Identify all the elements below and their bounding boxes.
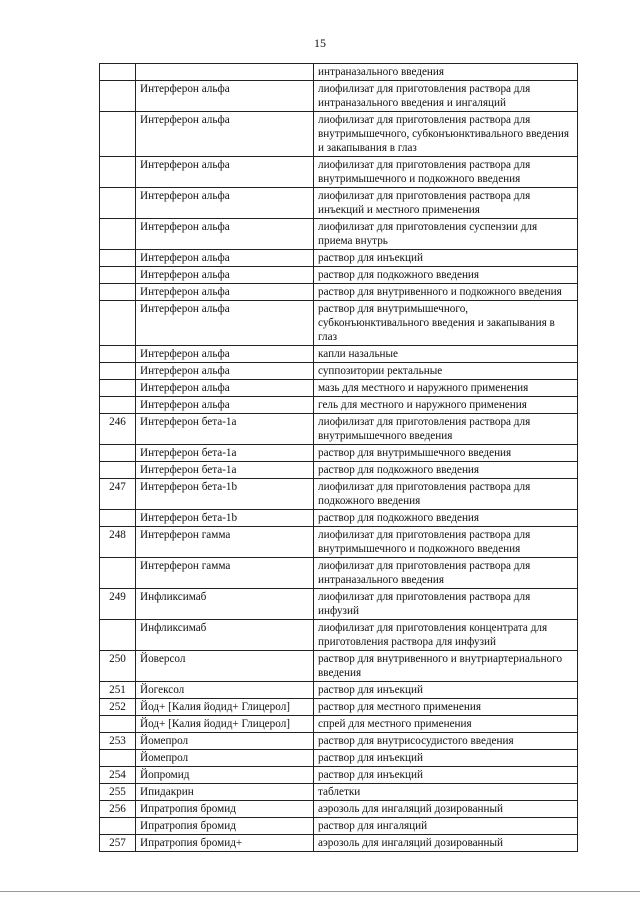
dosage-form: суппозитории ректальные xyxy=(314,363,578,380)
table-row xyxy=(100,81,578,112)
dosage-form: лиофилизат для приготовления раствора для внутримышечного введения xyxy=(314,414,578,445)
drug-name: Йоверсол xyxy=(136,651,314,682)
dosage-form: раствор для внутрисосудистого введения xyxy=(314,733,578,750)
table-row xyxy=(100,414,578,445)
table-row xyxy=(100,112,578,157)
table-row xyxy=(100,445,578,462)
table-row xyxy=(100,346,578,363)
row-number xyxy=(100,716,136,733)
drug-name: Йопромид xyxy=(136,767,314,784)
dosage-form: раствор для подкожного введения xyxy=(314,510,578,527)
dosage-form: раствор для внутривенного и подкожного введения xyxy=(314,284,578,301)
table-row xyxy=(100,767,578,784)
table-row xyxy=(100,479,578,510)
dosage-form: раствор для внутривенного и внутриартериального введения xyxy=(314,651,578,682)
table-row xyxy=(100,527,578,558)
table-row xyxy=(100,363,578,380)
drug-name xyxy=(136,64,314,81)
dosage-form: лиофилизат для приготовления раствора для интраназального введения и ингаляций xyxy=(314,81,578,112)
dosage-form: раствор для подкожного введения xyxy=(314,267,578,284)
drug-table xyxy=(99,63,578,852)
drug-name: Интерферон альфа xyxy=(136,397,314,414)
drug-name: Интерферон альфа xyxy=(136,157,314,188)
row-number xyxy=(100,750,136,767)
dosage-form: аэрозоль для ингаляций дозированный xyxy=(314,801,578,818)
drug-name: Интерферон альфа xyxy=(136,301,314,346)
row-number xyxy=(100,284,136,301)
table-row xyxy=(100,750,578,767)
dosage-form: лиофилизат для приготовления концентрата для приготовления раствора для инфузий xyxy=(314,620,578,651)
row-number: 253 xyxy=(100,733,136,750)
dosage-form: лиофилизат для приготовления раствора для внутримышечного и подкожного введения xyxy=(314,157,578,188)
drug-name: Интерферон бета-1b xyxy=(136,510,314,527)
dosage-form: раствор для ингаляций xyxy=(314,818,578,835)
row-number xyxy=(100,188,136,219)
drug-name: Ипратропия бромид xyxy=(136,818,314,835)
row-number: 252 xyxy=(100,699,136,716)
drug-name: Интерферон альфа xyxy=(136,284,314,301)
dosage-form: лиофилизат для приготовления суспензии для приема внутрь xyxy=(314,219,578,250)
row-number: 256 xyxy=(100,801,136,818)
dosage-form: раствор для подкожного введения xyxy=(314,462,578,479)
table-row xyxy=(100,558,578,589)
row-number: 249 xyxy=(100,589,136,620)
drug-name: Интерферон альфа xyxy=(136,219,314,250)
row-number xyxy=(100,301,136,346)
table-row xyxy=(100,397,578,414)
dosage-form: раствор для инъекций xyxy=(314,250,578,267)
table-row xyxy=(100,380,578,397)
dosage-form: гель для местного и наружного применения xyxy=(314,397,578,414)
table-row xyxy=(100,784,578,801)
table-row xyxy=(100,188,578,219)
drug-name: Инфликсимаб xyxy=(136,620,314,651)
drug-name: Интерферон бета-1b xyxy=(136,479,314,510)
row-number xyxy=(100,267,136,284)
table-row xyxy=(100,682,578,699)
row-number: 246 xyxy=(100,414,136,445)
table-row xyxy=(100,733,578,750)
dosage-form: раствор для инъекций xyxy=(314,682,578,699)
drug-name: Интерферон альфа xyxy=(136,188,314,219)
drug-name: Йомепрол xyxy=(136,733,314,750)
table-row xyxy=(100,284,578,301)
row-number: 248 xyxy=(100,527,136,558)
row-number: 257 xyxy=(100,835,136,852)
dosage-form: раствор для инъекций xyxy=(314,750,578,767)
table-row xyxy=(100,620,578,651)
drug-name: Интерферон гамма xyxy=(136,527,314,558)
row-number xyxy=(100,462,136,479)
dosage-form: интраназального введения xyxy=(314,64,578,81)
drug-name: Интерферон альфа xyxy=(136,267,314,284)
drug-name: Интерферон бета-1а xyxy=(136,462,314,479)
drug-name: Йомепрол xyxy=(136,750,314,767)
row-number xyxy=(100,81,136,112)
row-number xyxy=(100,510,136,527)
dosage-form: капли назальные xyxy=(314,346,578,363)
dosage-form: раствор для местного применения xyxy=(314,699,578,716)
page-number: 15 xyxy=(314,36,326,50)
drug-name: Интерферон бета-1а xyxy=(136,445,314,462)
drug-name: Интерферон альфа xyxy=(136,250,314,267)
table-row xyxy=(100,801,578,818)
dosage-form: лиофилизат для приготовления раствора для инъекций и местного применения xyxy=(314,188,578,219)
row-number: 255 xyxy=(100,784,136,801)
row-number xyxy=(100,445,136,462)
dosage-form: раствор для внутримышечного, субконъюнктивального введения и закапывания в глаз xyxy=(314,301,578,346)
drug-name: Ипратропия бромид xyxy=(136,801,314,818)
table-row xyxy=(100,64,578,81)
row-number xyxy=(100,363,136,380)
table-body xyxy=(100,64,578,852)
dosage-form: лиофилизат для приготовления раствора для интраназального введения xyxy=(314,558,578,589)
drug-name: Йод+ [Калия йодид+ Глицерол] xyxy=(136,716,314,733)
drug-name: Интерферон альфа xyxy=(136,380,314,397)
table-row xyxy=(100,219,578,250)
dosage-form: мазь для местного и наружного применения xyxy=(314,380,578,397)
drug-name: Инфликсимаб xyxy=(136,589,314,620)
row-number xyxy=(100,250,136,267)
table-row xyxy=(100,651,578,682)
dosage-form: лиофилизат для приготовления раствора для инфузий xyxy=(314,589,578,620)
table-row xyxy=(100,301,578,346)
dosage-form: спрей для местного применения xyxy=(314,716,578,733)
dosage-form: таблетки xyxy=(314,784,578,801)
dosage-form: аэрозоль для ингаляций дозированный xyxy=(314,835,578,852)
row-number xyxy=(100,620,136,651)
row-number xyxy=(100,397,136,414)
dosage-form: лиофилизат для приготовления раствора для внутримышечного и подкожного введения xyxy=(314,527,578,558)
dosage-form: лиофилизат для приготовления раствора для внутримышечного, субконъюнктивального введения и закапывания в глаз xyxy=(314,112,578,157)
row-number xyxy=(100,818,136,835)
table-row xyxy=(100,462,578,479)
page-bottom-rule xyxy=(0,891,640,892)
drug-name: Ипратропия бромид+ xyxy=(136,835,314,852)
row-number xyxy=(100,346,136,363)
row-number xyxy=(100,112,136,157)
table-row xyxy=(100,589,578,620)
row-number xyxy=(100,219,136,250)
drug-name: Интерферон альфа xyxy=(136,112,314,157)
row-number xyxy=(100,64,136,81)
table-row xyxy=(100,716,578,733)
dosage-form: раствор для инъекций xyxy=(314,767,578,784)
row-number: 250 xyxy=(100,651,136,682)
row-number: 251 xyxy=(100,682,136,699)
table-row xyxy=(100,267,578,284)
drug-name: Интерферон альфа xyxy=(136,363,314,380)
drug-name: Интерферон альфа xyxy=(136,346,314,363)
table-row xyxy=(100,250,578,267)
dosage-form: лиофилизат для приготовления раствора для подкожного введения xyxy=(314,479,578,510)
dosage-form: раствор для внутримышечного введения xyxy=(314,445,578,462)
row-number xyxy=(100,558,136,589)
drug-name: Ипидакрин xyxy=(136,784,314,801)
row-number: 254 xyxy=(100,767,136,784)
table-row xyxy=(100,818,578,835)
row-number xyxy=(100,380,136,397)
row-number: 247 xyxy=(100,479,136,510)
row-number xyxy=(100,157,136,188)
drug-name: Интерферон бета-1а xyxy=(136,414,314,445)
table-row xyxy=(100,699,578,716)
drug-name: Интерферон альфа xyxy=(136,81,314,112)
drug-name: Интерферон гамма xyxy=(136,558,314,589)
drug-name: Йод+ [Калия йодид+ Глицерол] xyxy=(136,699,314,716)
table-row xyxy=(100,835,578,852)
table-row xyxy=(100,157,578,188)
table-row xyxy=(100,510,578,527)
drug-name: Йогексол xyxy=(136,682,314,699)
